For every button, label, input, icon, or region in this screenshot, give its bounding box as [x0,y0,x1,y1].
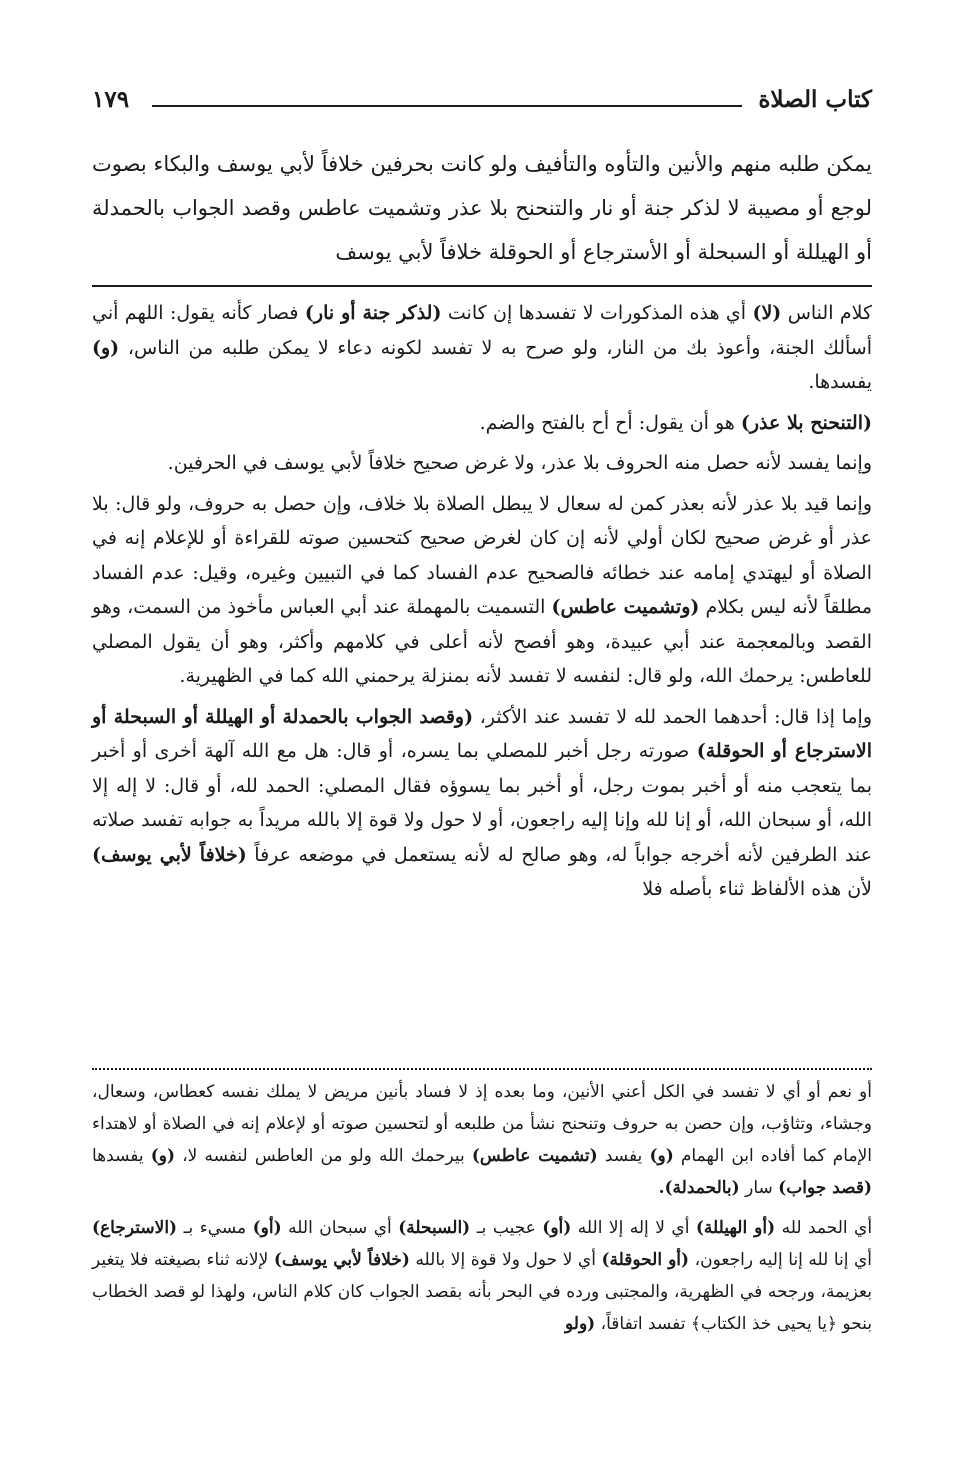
text-run: هو أن يقول: أح أح بالفتح والضم. [479,411,735,434]
bold-term: (ولو [565,1314,596,1334]
text-run: وإنما يفسد لأنه حصل منه الحروف بلا عذر، ولا غرض صحيح خلافاً لأبي يوسف في الحرفين. [167,452,872,474]
commentary-paragraph-4 [92,487,872,694]
bold-term: (أو) [252,1218,282,1238]
bold-term: (قصد جواب) [778,1178,872,1198]
text-run: أي سبحان الله [288,1218,392,1238]
text-run: أو نعم أو أي لا تفسد في الكل أعني الأنين، وما بعده إذ لا فساد بأنين مريض لا يملك نفسه كعطاس، وسعال، وجشاء، وتثاؤب، وإن حصن به حروف وتنحنح نشأ من طلبعه أو لتحسين صوته أو لإعلام إنه في الصلاة أو لاهتداء الإمام كما أفاده ابن الهمام [92,1082,872,1166]
bold-term: (التنحنح بلا عذر) [740,411,872,434]
bold-term: (و) [92,336,120,359]
footnote-paragraph-2 [92,1212,872,1340]
commentary-paragraph-1 [92,296,872,400]
bold-term: (و) [649,1146,674,1166]
commentary-paragraph-3 [92,446,872,481]
bold-term: (تشميت عاطس) [471,1146,598,1166]
footnote-separator [92,1068,872,1070]
text-run: يفسد [604,1146,643,1166]
bold-term: (وتشميت عاطس) [551,596,700,618]
bold-term: (وقصد الجواب بالحمدلة أو الهيللة أو السبحلة أو الاسترجاع أو الحوقلة) [92,705,872,762]
text-run: سار [745,1178,773,1198]
matn-text [92,142,872,274]
text-run: أي الحمد لله [781,1218,873,1238]
text-run: بيرحمك الله ولو من العاطس لنفسه لا، [182,1146,465,1166]
commentary-text [92,296,872,913]
footnote-paragraph-1 [92,1076,872,1204]
text-run: يفسدها [92,1146,144,1166]
bold-term: (لا) [752,302,782,324]
text-run: كلام الناس [787,302,873,324]
text-run: فصار كأنه يقول: اللهم أني أسألك الجنة، وأعوذ بك من النار، ولو صرح به لا تفسد لكونه دعاء لا يمكن طلبه من الناس، [92,302,872,359]
bold-term: (أو) [542,1218,572,1238]
text-run: مسيء بـ [183,1218,247,1238]
bold-term: (أو الهيللة) [695,1218,776,1238]
text-run: عجيب بـ [476,1218,536,1238]
bold-term: (بالحمدلة). [658,1178,740,1198]
text-run: التسميت بالمهملة عند أبي العباس مأخوذ من السمت، وهو القصد وبالمعجمة عند أبي عبيدة، وهو أفصح لأنه أعلى في كلامهم وأكثر، وهو أن يقول المصلي للعاطس: يرحمك الله، ولو قال: لنفسه لا تفسد لأنه بمنزلة يرحمني الله كما في الظهيرية. [92,596,872,687]
bold-term: (خلافاً لأبي يوسف) [92,843,247,866]
bold-term: (السبحلة) [398,1218,471,1238]
bold-term: (الاسترجاع) [92,1218,178,1238]
text-run: أي هذه المذكورات لا تفسدها إن كانت [447,302,747,324]
text-run: أي إنا لله إنا إليه راجعون، [694,1250,873,1270]
page-number: ١٧٩ [92,86,130,113]
commentary-paragraph-2 [92,406,872,441]
text-run: وإنما قيد بلا عذر لأنه بعذر كمن له سعال لا يبطل الصلاة بلا خلاف، وإن حصل به حروف، ولو قال: بلا عذر أو غرض صحيح لكان أولي لأنه إن كان لغرض صحيح كتحسين صوته للقراءة أو للإعلام إنه في الصلاة أو ليهتدي إمامه عند خطائه فالصحيح عدم الفساد كما في التبيين وغيره، وقيل: عدم الفساد مطلقاً لأنه ليس بكلام [92,492,873,618]
text-run: لإلانه ثناء بصيغته فلا يتغير بعزيمة، ورجحه في الظهرية، والمجتبى ورده في البحر بأنه بقصد الجواب كان كلام الناس، ولهذا لو قصد الخطاب بنحو ﴿يا يحيى خذ الكتاب﴾ تفسد اتفاقاً، [92,1250,872,1334]
text-run: أي لا حول ولا قوة إلا بالله [415,1250,596,1270]
text-run: لأن هذه الألفاظ ثناء بأصله فلا [642,878,872,900]
text-run: وإما إذا قال: أحدهما الحمد لله لا تفسد عند الأكثر، [479,705,872,728]
bold-term: (لذكر جنة أو نار) [304,302,442,324]
page-header [92,86,872,120]
book-title: كتاب الصلاة [758,86,872,113]
bold-term: (خلافاً لأبي يوسف) [273,1250,410,1270]
bold-term: (و) [150,1146,176,1166]
commentary-paragraph-5 [92,700,872,907]
bold-term: (أو الحوقلة) [601,1250,690,1270]
commentary-separator [92,285,872,287]
text-run: صورته رجل أخبر للمصلي بما يسره، أو قال: هل مع الله آلهة أخرى أو أخبر بما يتعجب منه أو أخبر بموت رجل، أو أخبر بما يسوؤه فقال المصلي: الحمد لله، أو قال: لا إله إلا الله، أو سبحان الله، أو إنا لله وإنا إليه راجعون، أو لا حول ولا قوة إلا بالله مريداً به جوابه تفسد صلاته عند الطرفين لأنه أخرجه جواباً له، وهو صالح له لأنه يستعمل في موضعه عرفاً [92,740,872,866]
text-run: أي لا إله إلا الله [577,1218,690,1238]
header-rule [152,105,742,107]
matn-paragraph: يمكن طلبه منهم والأنين والتأوه والتأفيف ولو كانت بحرفين خلافاً لأبي يوسف والبكاء بصوت لوجع أو مصيبة لا لذكر جنة أو نار والتنحنح بلا عذر وتشميت عاطس وقصد الجواب بالحمدلة أو الهيللة أو السبحلة أو الأسترجاع أو الحوقلة خلافاً لأبي يوسف [92,152,872,264]
footnote-text [92,1076,872,1348]
text-run: يفسدها. [808,371,872,393]
